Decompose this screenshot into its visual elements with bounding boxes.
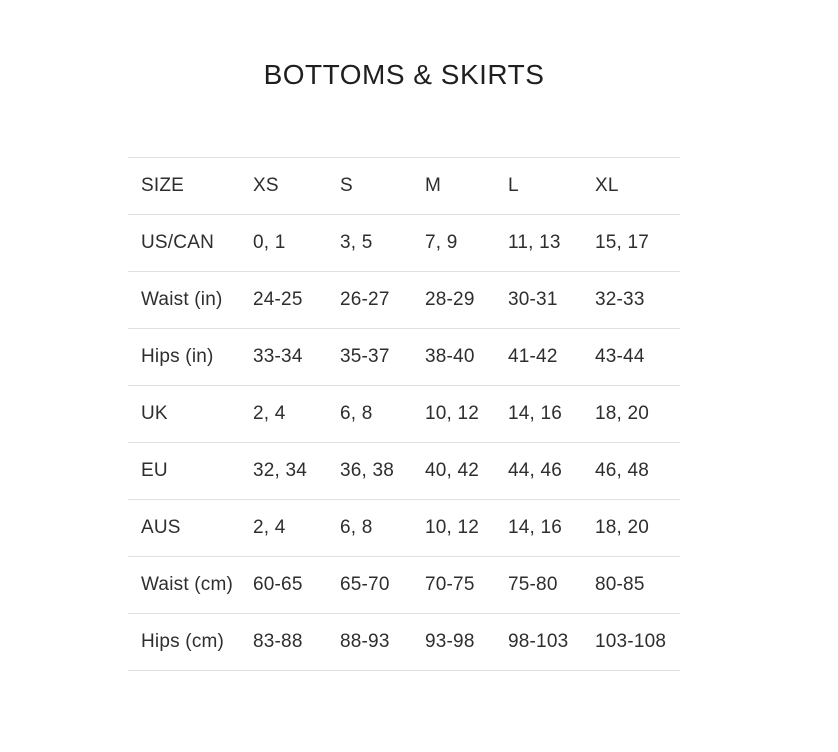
row-label: EU <box>128 443 253 500</box>
size-chart-table <box>128 157 680 671</box>
size-value-cell: 18, 20 <box>595 386 680 443</box>
size-value-cell: 43-44 <box>595 329 680 386</box>
table-row <box>128 386 680 443</box>
size-value-cell: 75-80 <box>508 557 595 614</box>
size-value-cell: 6, 8 <box>340 500 425 557</box>
size-value-cell: 65-70 <box>340 557 425 614</box>
table-row <box>128 272 680 329</box>
size-value-cell: 3, 5 <box>340 215 425 272</box>
table-row <box>128 215 680 272</box>
size-value-cell: 83-88 <box>253 614 340 671</box>
size-value-cell: 40, 42 <box>425 443 508 500</box>
size-value-cell: 10, 12 <box>425 386 508 443</box>
table-row <box>128 443 680 500</box>
table-row <box>128 614 680 671</box>
size-value-cell: 2, 4 <box>253 386 340 443</box>
row-label: AUS <box>128 500 253 557</box>
size-column-header: L <box>508 158 595 215</box>
size-column-header: S <box>340 158 425 215</box>
row-label: Hips (cm) <box>128 614 253 671</box>
size-value-cell: 80-85 <box>595 557 680 614</box>
size-value-cell: 26-27 <box>340 272 425 329</box>
size-value-cell: 18, 20 <box>595 500 680 557</box>
size-value-cell: 14, 16 <box>508 500 595 557</box>
size-value-cell: 30-31 <box>508 272 595 329</box>
size-column-header: XL <box>595 158 680 215</box>
size-value-cell: 28-29 <box>425 272 508 329</box>
size-value-cell: 33-34 <box>253 329 340 386</box>
size-value-cell: 10, 12 <box>425 500 508 557</box>
size-value-cell: 60-65 <box>253 557 340 614</box>
size-value-cell: 14, 16 <box>508 386 595 443</box>
header-row <box>128 158 680 215</box>
size-value-cell: 32, 34 <box>253 443 340 500</box>
size-value-cell: 35-37 <box>340 329 425 386</box>
row-label: US/CAN <box>128 215 253 272</box>
size-value-cell: 98-103 <box>508 614 595 671</box>
size-column-header: M <box>425 158 508 215</box>
size-value-cell: 93-98 <box>425 614 508 671</box>
size-value-cell: 46, 48 <box>595 443 680 500</box>
size-value-cell: 7, 9 <box>425 215 508 272</box>
size-value-cell: 44, 46 <box>508 443 595 500</box>
table-row <box>128 500 680 557</box>
size-value-cell: 2, 4 <box>253 500 340 557</box>
row-label: Waist (cm) <box>128 557 253 614</box>
size-value-cell: 70-75 <box>425 557 508 614</box>
page-title: BOTTOMS & SKIRTS <box>263 59 545 90</box>
size-value-cell: 24-25 <box>253 272 340 329</box>
table-row <box>128 329 680 386</box>
size-value-cell: 88-93 <box>340 614 425 671</box>
size-value-cell: 0, 1 <box>253 215 340 272</box>
table-row <box>128 557 680 614</box>
size-value-cell: 41-42 <box>508 329 595 386</box>
size-value-cell: 11, 13 <box>508 215 595 272</box>
size-chart-body <box>128 215 680 671</box>
size-value-cell: 32-33 <box>595 272 680 329</box>
row-label: Hips (in) <box>128 329 253 386</box>
row-label: Waist (in) <box>128 272 253 329</box>
size-value-cell: 6, 8 <box>340 386 425 443</box>
row-label: UK <box>128 386 253 443</box>
size-value-cell: 36, 38 <box>340 443 425 500</box>
size-column-header: XS <box>253 158 340 215</box>
size-column-header: SIZE <box>128 158 253 215</box>
size-value-cell: 38-40 <box>425 329 508 386</box>
size-chart-header <box>128 158 680 215</box>
size-value-cell: 103-108 <box>595 614 680 671</box>
size-value-cell: 15, 17 <box>595 215 680 272</box>
